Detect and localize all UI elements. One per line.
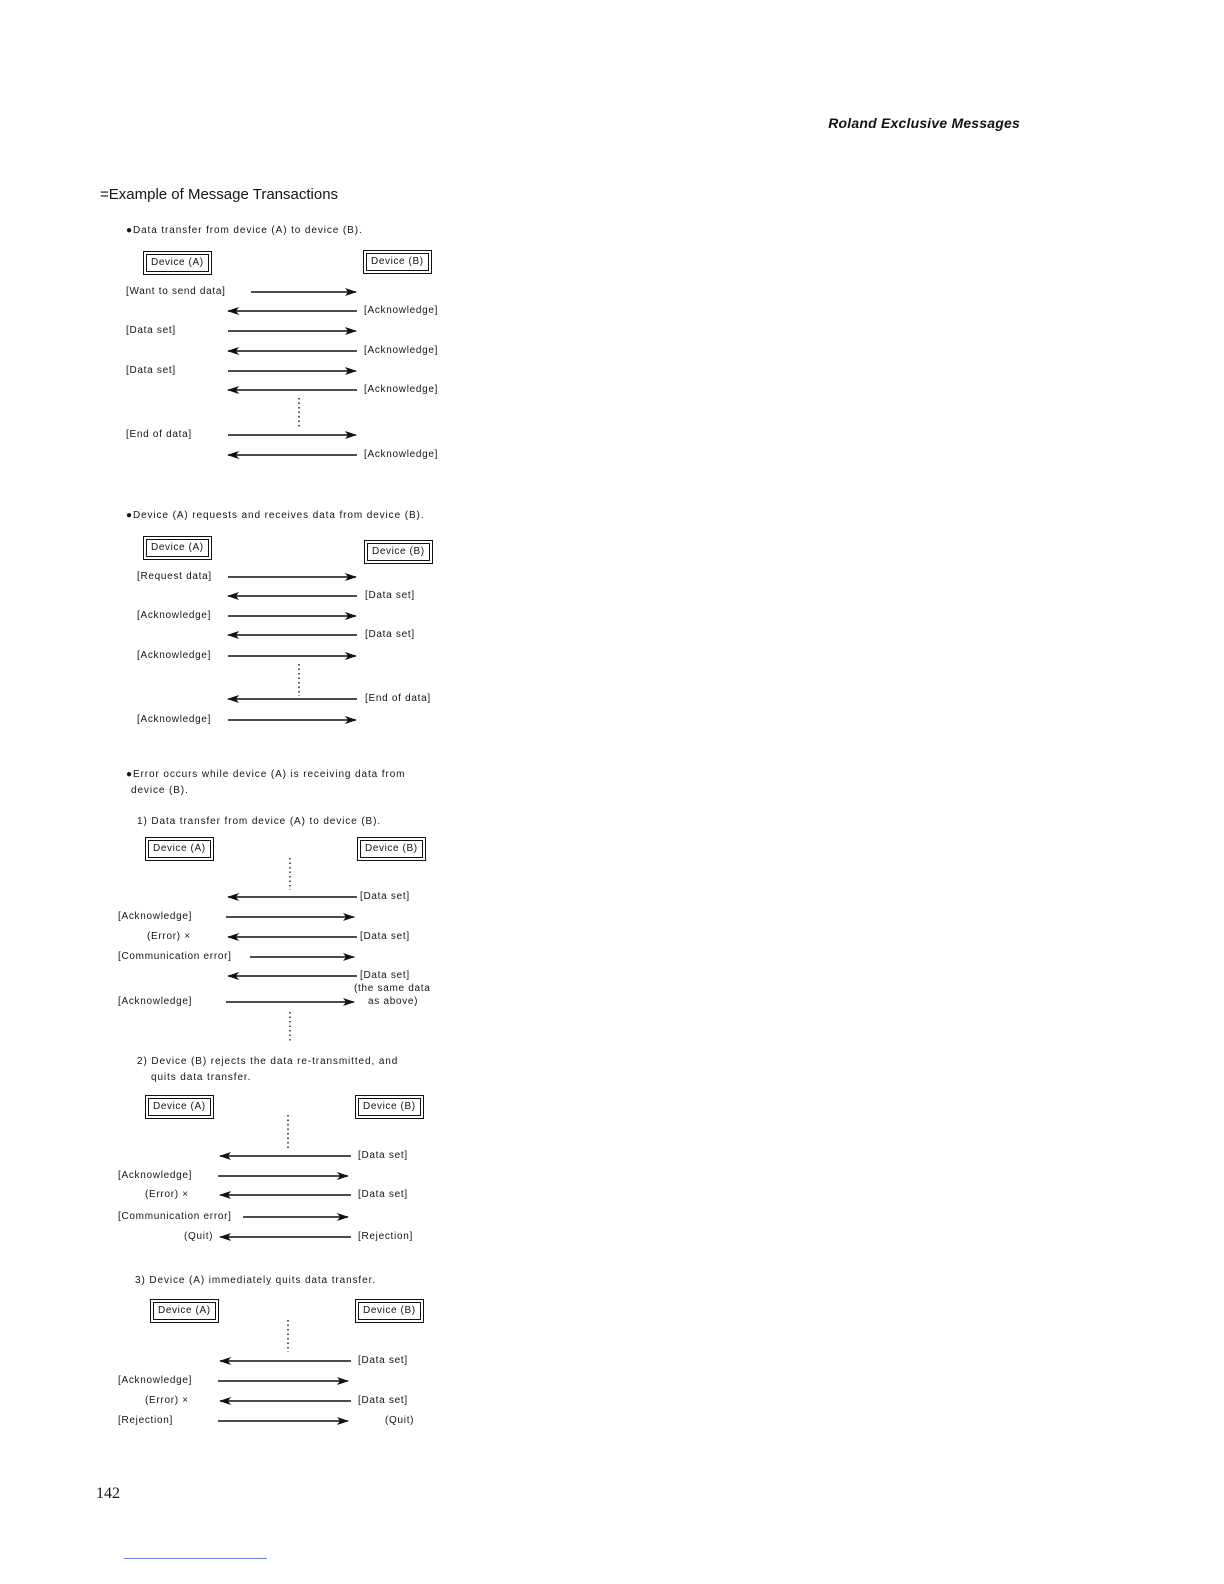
running-header: Roland Exclusive Messages: [828, 115, 1020, 131]
sub3-msg-6: (Quit): [385, 1415, 415, 1426]
sub3-device-b: Device (B): [358, 1302, 421, 1320]
sub1-msg-2: [Acknowledge]: [118, 911, 193, 922]
diagram1-device-a: Device (A): [146, 254, 209, 272]
sub1-heading: 1) Data transfer from device (A) to device (B).: [137, 816, 382, 827]
section-title-text: Example of Message Transactions: [108, 186, 339, 203]
diagram2-device-b: Device (B): [367, 543, 430, 561]
sub3-msg-4: [Data set]: [358, 1395, 408, 1406]
d1-msg-1: [Want to send data]: [126, 286, 226, 297]
diagram3-heading: ●Error occurs while device (A) is receiving data from: [126, 769, 406, 780]
bullet-icon: ●: [126, 769, 133, 780]
sub1-msg-8: as above): [368, 996, 419, 1007]
d1-msg-8: [Acknowledge]: [364, 449, 439, 460]
section-marker: =: [100, 186, 109, 203]
sub2-msg-6: (Quit): [184, 1231, 214, 1242]
sub3-device-a: Device (A): [153, 1302, 216, 1320]
sub2-heading: 2) Device (B) rejects the data re-transmitted, and: [137, 1056, 399, 1067]
sub3-msg-1: [Data set]: [358, 1355, 408, 1366]
sub1-device-b: Device (B): [360, 840, 423, 858]
sub1-msg-1: [Data set]: [360, 891, 410, 902]
d2-msg-1: [Request data]: [137, 571, 212, 582]
sub3-msg-3: (Error) ×: [145, 1395, 189, 1406]
sub2-msg-3: (Error) ×: [145, 1189, 189, 1200]
d1-msg-4: [Acknowledge]: [364, 345, 439, 356]
d2-msg-5: [Acknowledge]: [137, 650, 212, 661]
page-number: 142: [96, 1485, 120, 1502]
sub3-heading: 3) Device (A) immediately quits data transfer.: [135, 1275, 376, 1286]
d2-msg-2: [Data set]: [365, 590, 415, 601]
diagram3-heading-line2: device (B).: [131, 785, 189, 796]
sub2-msg-4: [Data set]: [358, 1189, 408, 1200]
sub2-msg-2: [Acknowledge]: [118, 1170, 193, 1181]
d1-msg-7: [End of data]: [126, 429, 192, 440]
bullet-icon: ●: [126, 225, 133, 236]
sub1-msg-6: [Data set]: [360, 970, 410, 981]
d1-msg-6: [Acknowledge]: [364, 384, 439, 395]
diagram2-heading: ●Device (A) requests and receives data from device (B).: [126, 510, 425, 521]
sub2-heading-line2: quits data transfer.: [151, 1072, 252, 1083]
sub1-msg-7: (the same data: [354, 983, 431, 994]
bullet-icon: ●: [126, 510, 133, 521]
diagram1-device-b: Device (B): [366, 253, 429, 271]
sub3-msg-5: [Rejection]: [118, 1415, 173, 1426]
sub1-msg-3: (Error) ×: [147, 931, 191, 942]
sub2-device-b: Device (B): [358, 1098, 421, 1116]
sub2-msg-7: [Rejection]: [358, 1231, 413, 1242]
diagram2-device-a: Device (A): [146, 539, 209, 557]
d1-msg-5: [Data set]: [126, 365, 176, 376]
sub1-msg-4: [Data set]: [360, 931, 410, 942]
d2-msg-4: [Data set]: [365, 629, 415, 640]
sub3-msg-2: [Acknowledge]: [118, 1375, 193, 1386]
sub1-device-a: Device (A): [148, 840, 211, 858]
sub2-device-a: Device (A): [148, 1098, 211, 1116]
d1-msg-2: [Acknowledge]: [364, 305, 439, 316]
footer-rule: [124, 1558, 267, 1559]
sub2-msg-1: [Data set]: [358, 1150, 408, 1161]
sub1-msg-9: [Acknowledge]: [118, 996, 193, 1007]
d2-msg-3: [Acknowledge]: [137, 610, 212, 621]
d2-msg-6: [End of data]: [365, 693, 431, 704]
sub2-msg-5: [Communication error]: [118, 1211, 232, 1222]
d1-msg-3: [Data set]: [126, 325, 176, 336]
diagram1-heading: ●Data transfer from device (A) to device (B).: [126, 225, 363, 236]
d2-msg-7: [Acknowledge]: [137, 714, 212, 725]
sub1-msg-5: [Communication error]: [118, 951, 232, 962]
